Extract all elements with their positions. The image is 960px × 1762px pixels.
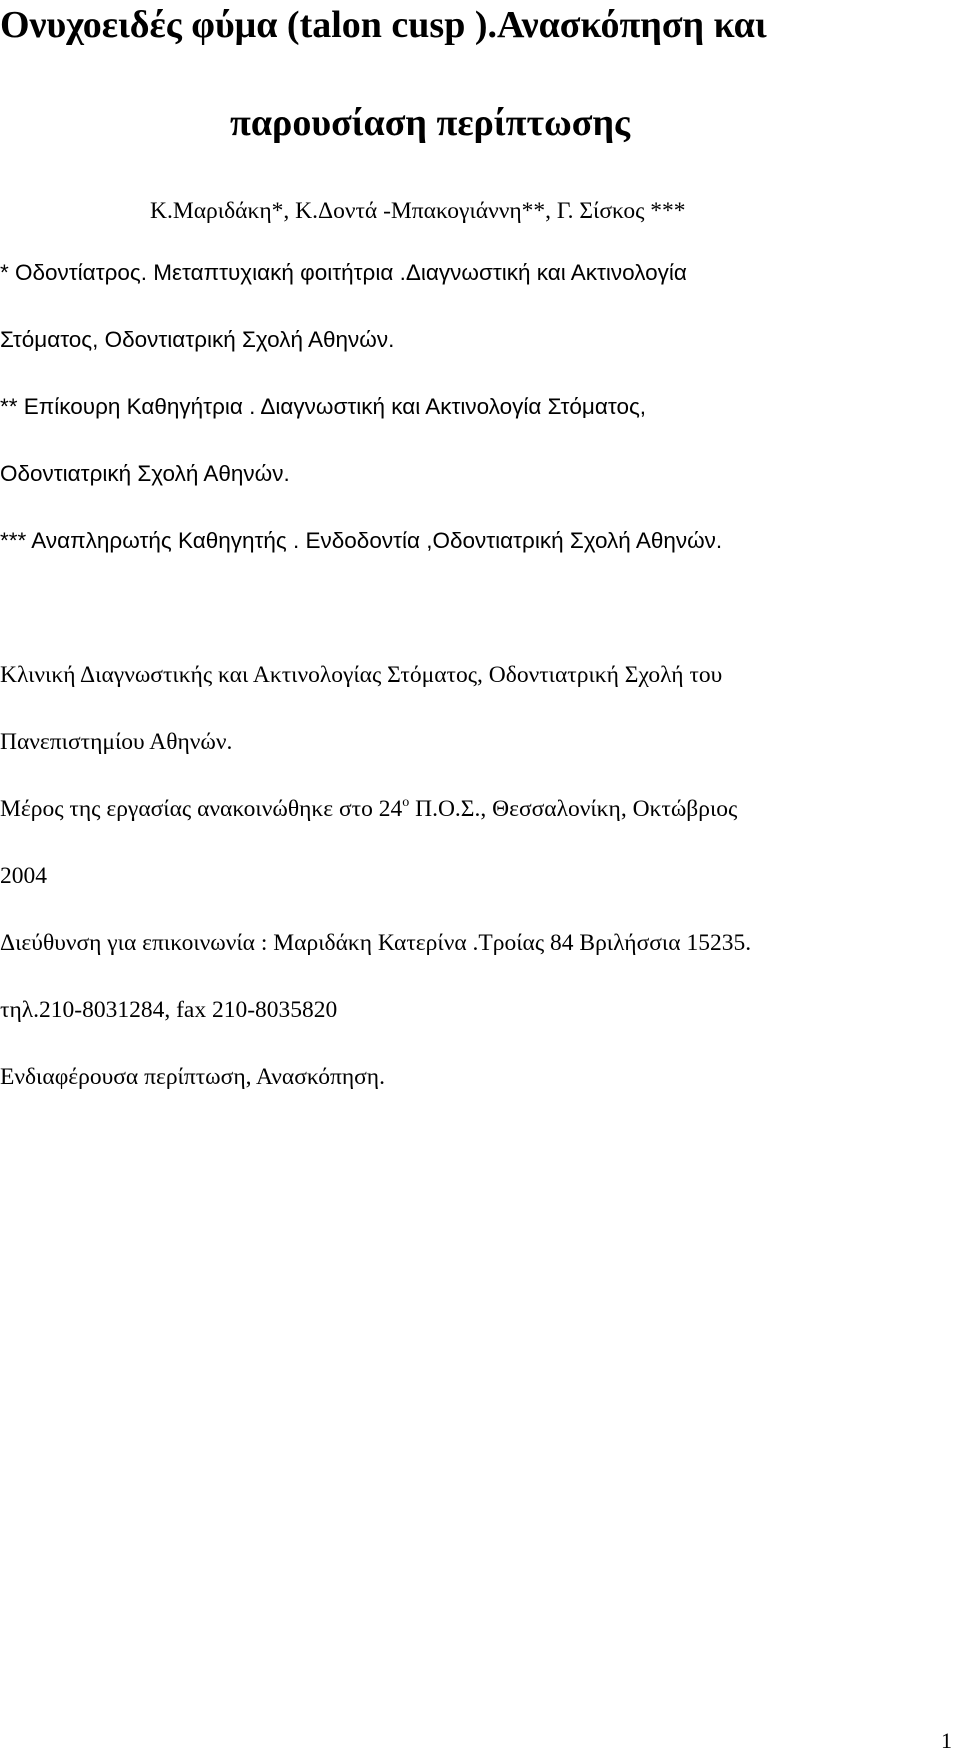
affiliation-2-line-2: Οδοντιατρική Σχολή Αθηνών. <box>0 461 290 486</box>
institution-line-1: Κλινική Διαγνωστικής και Ακτινολογίας Στόματος, Οδοντιατρική Σχολή του <box>0 662 723 688</box>
affiliation-3-line-1: *** Αναπληρωτής Καθηγητής . Ενδοδοντία ,Οδοντιατρική Σχολή Αθηνών. <box>0 528 723 553</box>
keywords: Ενδιαφέρουσα περίπτωση, Ανασκόπηση. <box>0 1064 385 1090</box>
affiliation-1-line-2: Στόματος, Οδοντιατρική Σχολή Αθηνών. <box>0 327 395 352</box>
authors: Κ.Μαριδάκη*, Κ.Δοντά -Μπακογιάννη**, Γ. Σίσκος *** <box>150 198 686 224</box>
affiliation-2-line-1: ** Επίκουρη Καθηγήτρια . Διαγνωστική και Ακτινολογία Στόματος, <box>0 394 647 419</box>
contact-line-1: Διεύθυνση για επικοινωνία : Μαριδάκη Κατερίνα .Τροίας 84 Βριλήσσια 15235. <box>0 930 752 956</box>
title-line-2: παρουσίαση περίπτωσης <box>230 102 631 144</box>
affiliation-1-line-1: * Οδοντίατρος. Μεταπτυχιακή φοιτήτρια .Διαγνωστική και Ακτινολογία <box>0 260 687 285</box>
presentation-suffix: Π.Ο.Σ., Θεσσαλονίκη, Οκτώβριος <box>409 796 738 822</box>
ordinal-superscript: ο <box>402 795 410 810</box>
contact-line-2: τηλ.210-8031284, fax 210-8035820 <box>0 997 338 1023</box>
institution-line-2: Πανεπιστημίου Αθηνών. <box>0 729 233 755</box>
page-number: 1 <box>941 1728 952 1753</box>
presentation-line-1 <box>0 794 737 824</box>
title-line-1: Ονυχοειδές φύμα (talon cusp ).Ανασκόπηση και <box>0 4 767 46</box>
presentation-prefix: Μέρος της εργασίας ανακοινώθηκε στο 24 <box>0 796 403 822</box>
presentation-line-2: 2004 <box>0 863 47 889</box>
